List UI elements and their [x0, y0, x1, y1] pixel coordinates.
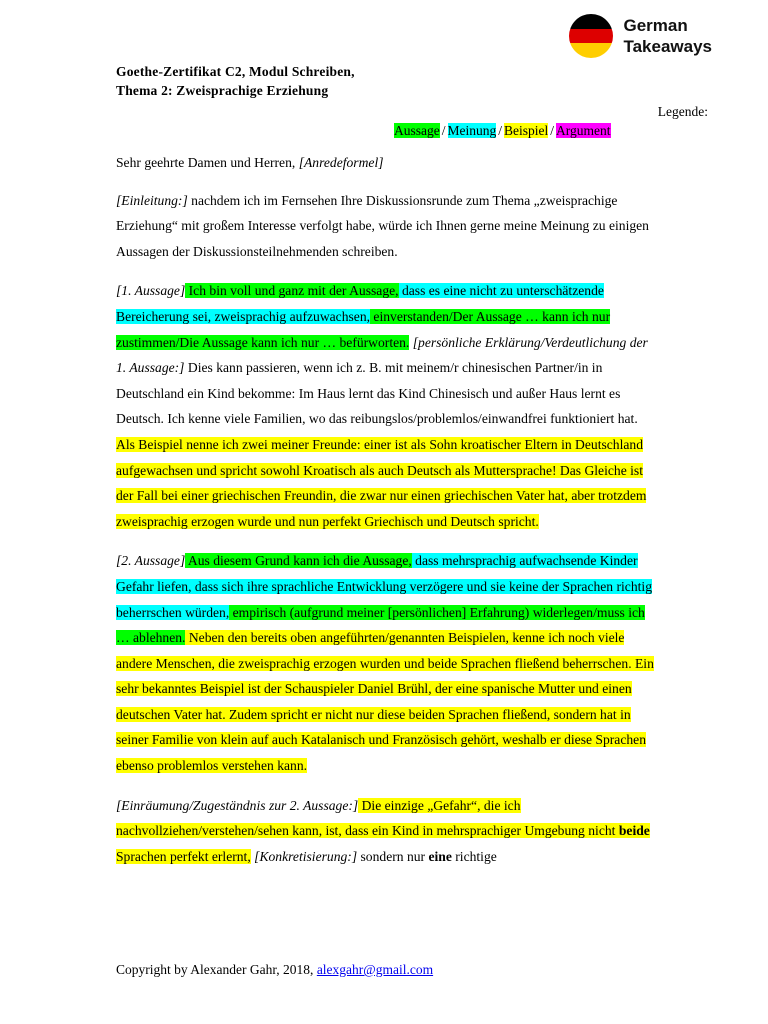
- concession-text-c: sondern nur: [357, 848, 429, 864]
- brand-name-line2: Takeaways: [623, 37, 712, 56]
- statement-1-explanation-annotation: [persönliche Erklärung/Verdeutlichung der 1. Aussage:]: [116, 334, 648, 376]
- introduction-text: nachdem ich im Fernsehen Ihre Diskussionsrunde zum Thema „zweisprachige Erziehung“ mit großem Interesse verfolgt habe, würde ich Ihnen gerne meine Meinung zu einigen Aussagen der Diskussionsteilnehmenden schreiben.: [116, 192, 649, 259]
- legend-item-beispiel: Beispiel: [504, 123, 549, 138]
- brand-name-line1: German: [623, 16, 688, 35]
- email-link[interactable]: alexgahr@gmail.com: [316, 962, 434, 977]
- flag-band-black: [569, 14, 613, 29]
- introduction-annotation: [Einleitung:]: [116, 192, 188, 208]
- page-title-line2: Thema 2: Zweisprachige Erziehung: [116, 83, 329, 98]
- brand-logo: [569, 14, 712, 58]
- legend-separator-1: /: [441, 123, 446, 138]
- paragraph-statement-2: [116, 548, 656, 778]
- concession-emphasis-eine: eine: [428, 848, 452, 864]
- paragraph-statement-1: [116, 278, 656, 534]
- statement-1-example: Als Beispiel nenne ich zwei meiner Freunde: einer ist als Sohn kroatischer Eltern in Deutschland aufgewachsen und spricht sowohl Kroatisch als auch Deutsch als Muttersprache! Das Gleiche ist der Fall bei einer griechischen Freundin, die zwar nur einen griechischen Vater hat, aber trotzdem zweisprachig erzogen wurde und nun perfekt Griechisch und Deutsch spricht.: [116, 436, 647, 529]
- concession-annotation: [Einräumung/Zugeständnis zur 2. Aussage:]: [116, 797, 359, 813]
- page-title-line1: Goethe-Zertifikat C2, Modul Schreiben,: [116, 64, 355, 79]
- concession-text-d: richtige: [451, 848, 497, 864]
- legend-separator-3: /: [550, 123, 555, 138]
- legend-item-meinung: Meinung: [447, 123, 497, 138]
- page-title: [116, 62, 355, 100]
- legend-item-argument: Argument: [556, 123, 611, 138]
- statement-2-opinion-a: Aus diesem Grund kann ich die Aussage,: [185, 553, 412, 569]
- statement-1-opinion-a: Ich bin voll und ganz mit der Aussage,: [185, 283, 399, 299]
- paragraph-concession: [116, 793, 656, 870]
- statement-1-annotation: [1. Aussage]: [116, 283, 186, 299]
- concession-emphasis-beide: beide: [618, 823, 650, 839]
- statement-1-opinion-b: einverstanden/Der Aussage … kann ich nur zustimmen/Die Aussage kann ich nur … befürworten.: [116, 308, 611, 350]
- salutation-annotation: [Anredeformel]: [298, 155, 384, 170]
- copyright-text: Copyright by Alexander Gahr, 2018,: [116, 962, 317, 977]
- flag-band-red: [569, 29, 613, 44]
- statement-1-explanation-text: Dies kann passieren, wenn ich z. B. mit meinem/r chinesischen Partner/in in Deutschland ein Kind bekomme: Im Haus lernt das Kind Chinesisch und außer Haus lernt es Deutsch. Ich kenne viele Familien, wo das reibungslos/problemlos/einwandfrei funktioniert hat.: [116, 360, 638, 427]
- legend-label: Legende:: [657, 104, 708, 119]
- legend: [394, 123, 611, 139]
- paragraph-introduction: [116, 188, 656, 265]
- flag-band-gold: [569, 43, 613, 58]
- brand-name: [623, 15, 712, 57]
- paragraph-salutation: [116, 150, 656, 176]
- concession-text-b: Sprachen perfekt erlernt,: [116, 848, 251, 864]
- statement-1-claim: dass es eine nicht zu unterschätzende Bereicherung sei, zweisprachig aufzuwachsen,: [116, 283, 604, 324]
- concretisation-annotation: [Konkretisierung:]: [250, 848, 358, 864]
- concession-text-a: Die einzige „Gefahr“, die ich nachvollziehen/verstehen/sehen kann, ist, dass ein Kind in mehrsprachiger Umgebung nicht: [116, 797, 619, 839]
- statement-2-example: Neben den bereits oben angeführten/genannten Beispielen, kenne ich noch viele andere Menschen, die zweisprachig erzogen wurden und beide Sprachen fließend beherrschen. Ein sehr bekanntes Beispiel ist der Schauspieler Daniel Brühl, der eine spanische Mutter und einen deutschen Vater hat. Zudem spricht er nicht nur diese beiden Sprachen fließend, sondern hat in seiner Familie von klein auf auch Katalanisch und Französisch gehört, weshalb er diese Sprachen ebenso problemlos verstehen kann.: [116, 630, 654, 774]
- statement-2-opinion-b: empirisch (aufgrund meiner [persönlichen] Erfahrung) widerlegen/muss ich … ablehnen.: [116, 604, 645, 646]
- footer-copyright: [116, 962, 433, 978]
- statement-2-claim: dass mehrsprachig aufwachsende Kinder Gefahr liefen, dass sich ihre sprachliche Entwicklung verzögere und sie keine der Sprachen richtig beherrschen würden,: [116, 553, 652, 620]
- legend-separator-2: /: [498, 123, 503, 138]
- document-body: [116, 150, 656, 881]
- statement-2-annotation: [2. Aussage]: [116, 553, 186, 569]
- legend-item-aussage: Aussage: [394, 123, 440, 138]
- salutation-text: Sehr geehrte Damen und Herren,: [116, 155, 299, 170]
- german-flag-icon: [569, 14, 613, 58]
